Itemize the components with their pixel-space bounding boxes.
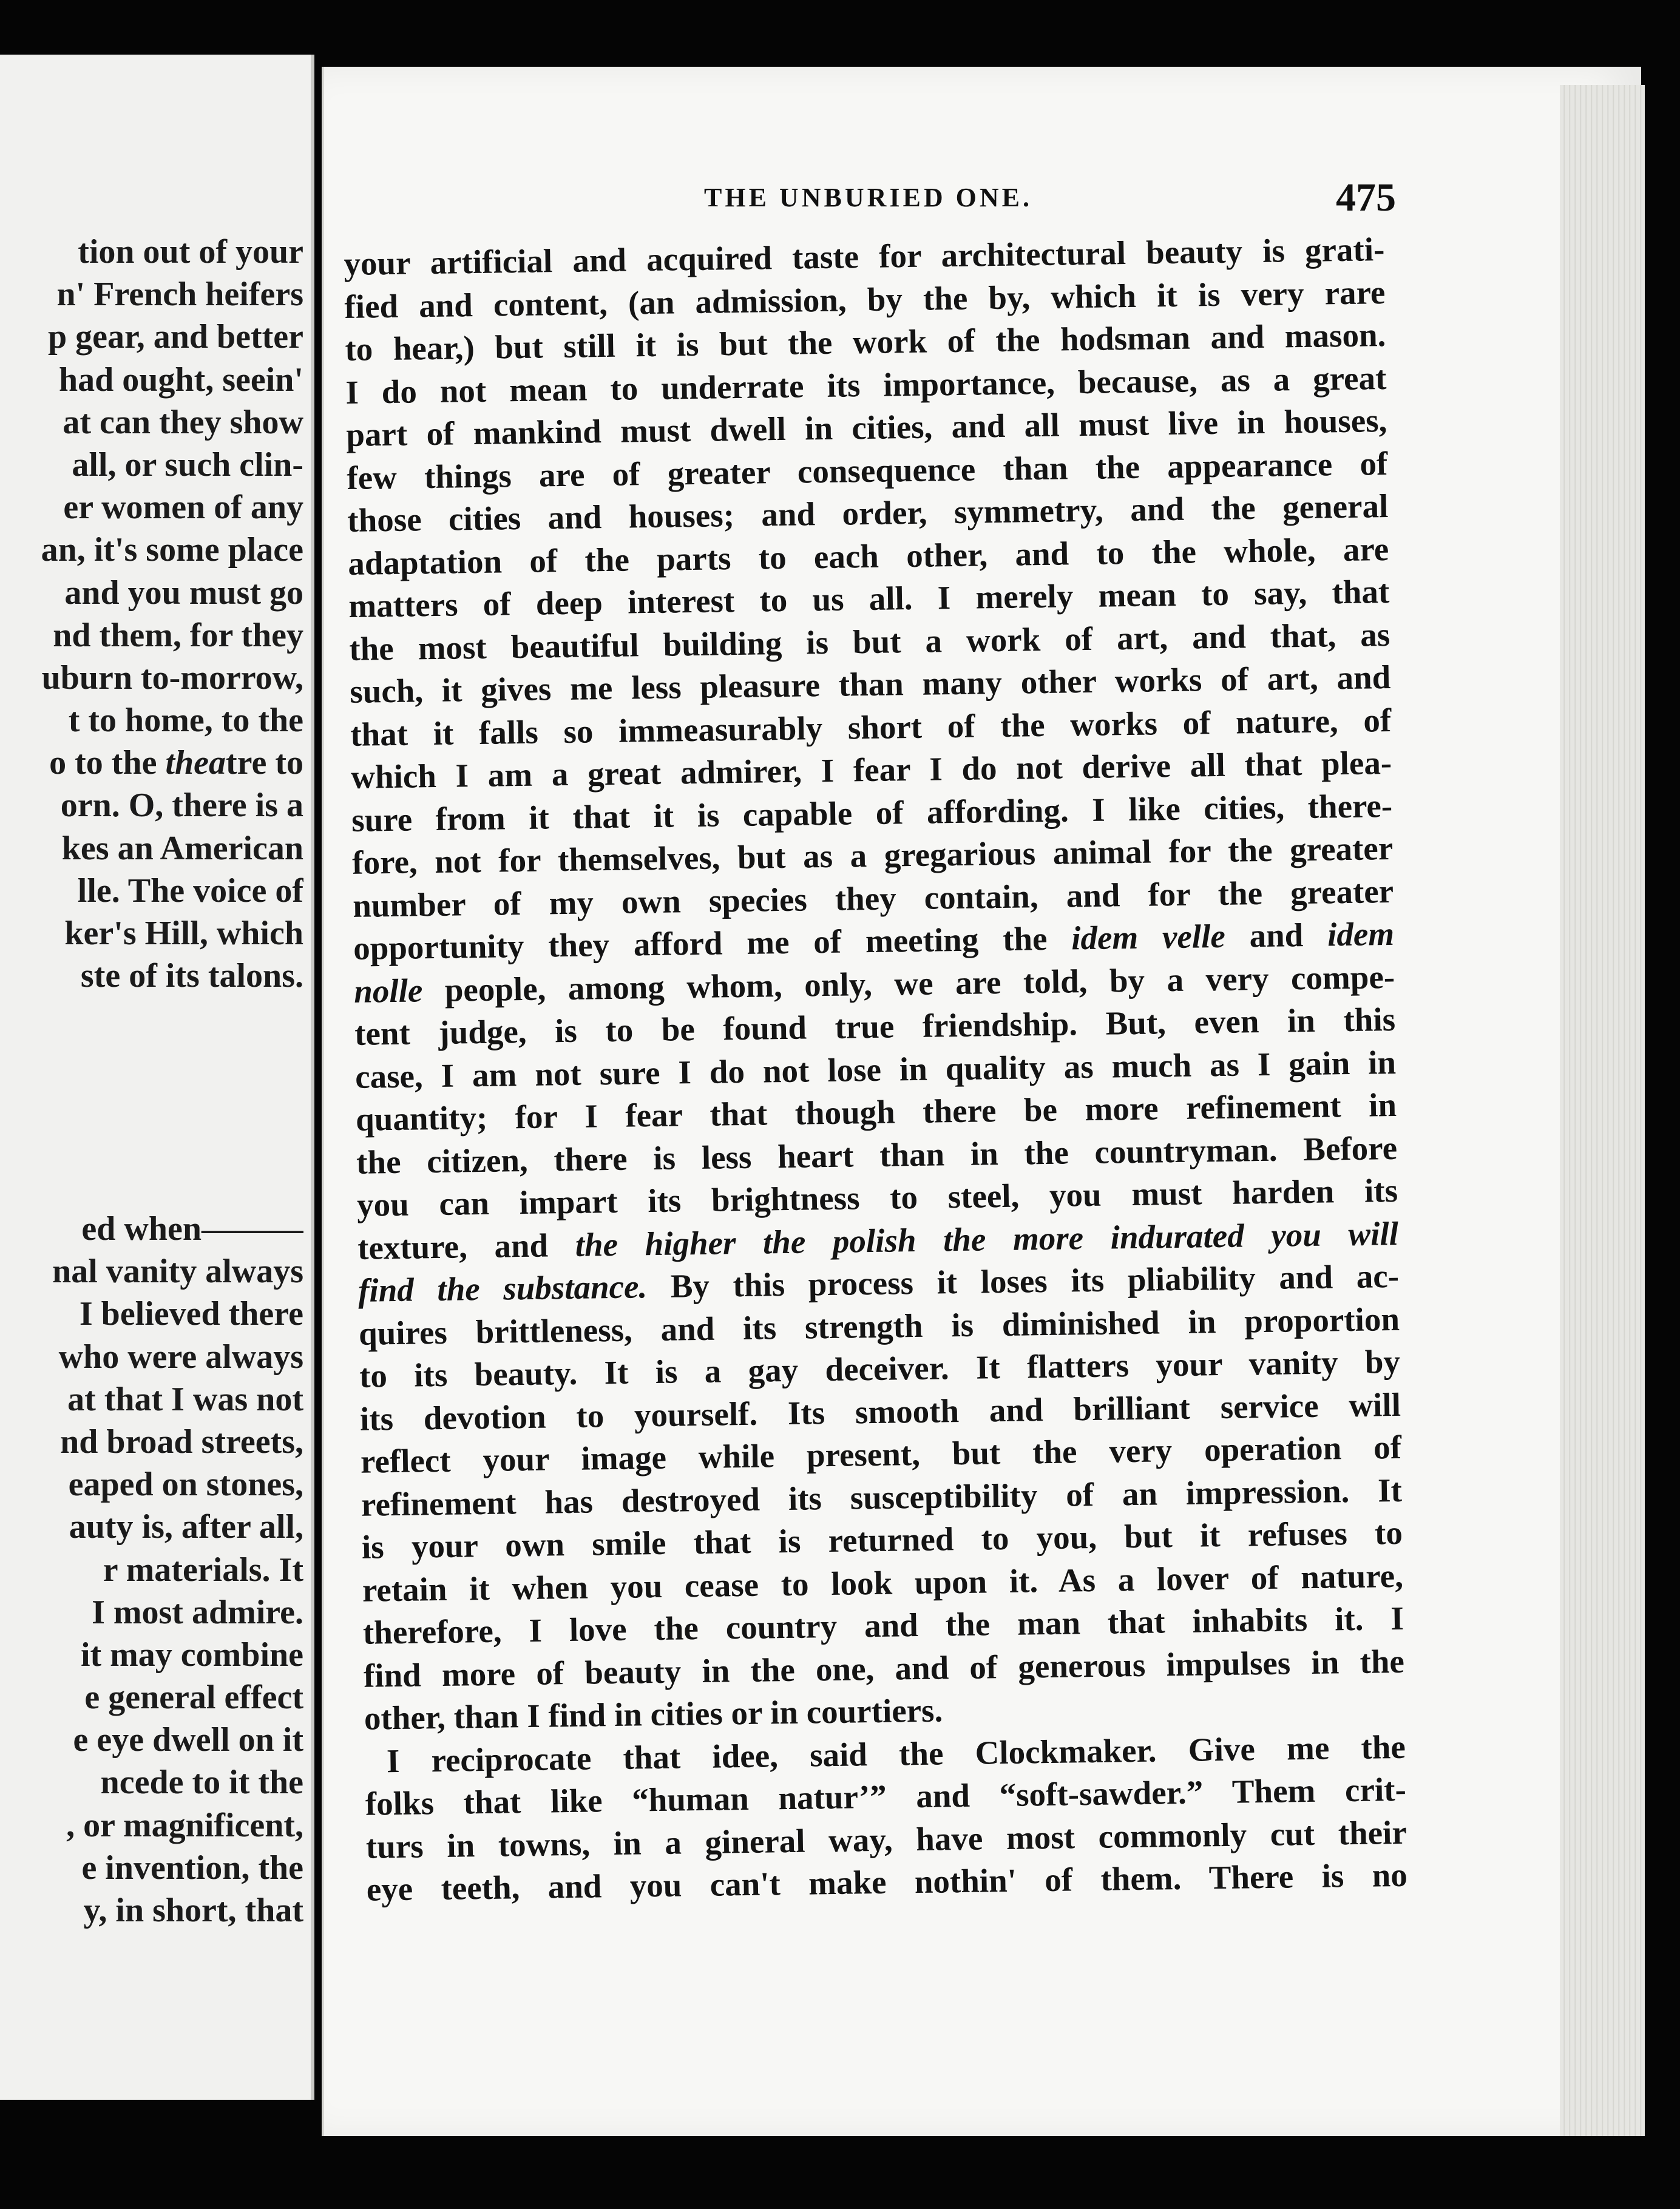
left-page-line: and you must go bbox=[64, 573, 303, 612]
text-line: is your own smile that is returned to you, but it refuses to bbox=[361, 1514, 1403, 1566]
left-page-line: orn. O, there is a bbox=[60, 787, 303, 825]
text-line: your artificial and acquired taste for architectural beauty is grati- bbox=[344, 231, 1385, 282]
running-head: THE UNBURIED ONE. bbox=[704, 183, 1032, 212]
italic-phrase: idem velle bbox=[1071, 917, 1226, 957]
left-page-line: y, in short, that bbox=[83, 1892, 303, 1929]
left-page-line: all, or such clin- bbox=[72, 445, 303, 484]
text-line: fied and content, (an admission, by the by, which it is very rare bbox=[344, 273, 1386, 325]
text-line: folks that like “human natur’” and “soft-sawder.” Them crit- bbox=[365, 1770, 1407, 1822]
text-line: find more of beauty in the one, and of generous impulses in the bbox=[363, 1642, 1405, 1694]
left-page-line: I believed there bbox=[79, 1295, 303, 1333]
left-page-line: at can they show bbox=[63, 403, 303, 441]
text-line: case, I am not sure I do not lose in quality as much as I gain in bbox=[354, 1043, 1397, 1095]
italic-phrase: nolle bbox=[353, 971, 423, 1010]
text-line: part of mankind must dwell in cities, and all must live in houses, bbox=[345, 402, 1387, 453]
text-line: to its beauty. It is a gay deceiver. It flatters your vanity by bbox=[359, 1342, 1401, 1395]
left-page-line: eaped on stones, bbox=[68, 1466, 303, 1504]
left-page-line: n' French heifers bbox=[56, 276, 303, 314]
text-line: I do not mean to underrate its importance, because, as a great bbox=[345, 359, 1387, 411]
left-page-line: r materials. It bbox=[103, 1551, 303, 1589]
text-line: the most beautiful building is but a work of art, and that, as bbox=[348, 615, 1390, 668]
left-page-line: nd broad streets, bbox=[60, 1422, 303, 1461]
left-page-line: tion out of your bbox=[78, 233, 303, 271]
text-line: such, it gives me less pleasure than many other works of art, and bbox=[349, 658, 1391, 710]
text-line: number of my own species they contain, and for the greater bbox=[352, 872, 1394, 924]
text-line: nolle people, among whom, only, we are told, by a very compe- bbox=[353, 958, 1395, 1010]
page-edges bbox=[1560, 85, 1645, 2136]
left-page bbox=[0, 55, 314, 2100]
left-page-line: an, it's some place bbox=[41, 531, 303, 569]
text-line: adaptation of the parts to each other, and to the whole, are bbox=[347, 530, 1389, 582]
left-page-line: e general effect bbox=[84, 1679, 303, 1717]
left-page-line: auty is, after all, bbox=[69, 1508, 303, 1546]
text-line: texture, and the higher the polish the more indurated you will bbox=[357, 1214, 1399, 1267]
italic-phrase: the higher the polish the more indurated you will bbox=[575, 1214, 1399, 1263]
left-page-line: nal vanity always bbox=[52, 1253, 303, 1291]
text-line: matters of deep interest to us all. I merely mean to say, that bbox=[348, 572, 1390, 624]
text-line: that it falls so immeasurably short of the works of nature, of bbox=[350, 701, 1392, 753]
text-line: quires brittleness, and its strength is diminished in proportion bbox=[358, 1300, 1400, 1352]
text-line: eye teeth, and you can't make nothin' of them. There is no bbox=[366, 1856, 1408, 1908]
text-line: turs in towns, in a gineral way, have most commonly cut their bbox=[365, 1813, 1407, 1866]
left-page-line: ste of its talons. bbox=[80, 957, 303, 995]
left-page-line: ed when——— bbox=[81, 1210, 303, 1248]
left-page-line: er women of any bbox=[63, 489, 303, 527]
left-page-text-bottom bbox=[0, 1208, 303, 1932]
paragraph bbox=[364, 1725, 1407, 1911]
text-line: those cities and houses; and order, symmetry, and the general bbox=[347, 487, 1389, 539]
text-line: its devotion to yourself. Its smooth and brilliant service will bbox=[359, 1385, 1401, 1438]
italic-phrase: idem bbox=[1327, 915, 1395, 953]
left-page-line: t to home, to the bbox=[68, 702, 303, 740]
text-line: reflect your image while present, but the very operation of bbox=[360, 1428, 1402, 1480]
text-line: which I am a great admirer, I fear I do not derive all that plea- bbox=[350, 743, 1392, 796]
text-line: few things are of greater consequence than the appearance of bbox=[346, 444, 1388, 496]
text-line: the citizen, there is less heart than in the countryman. Before bbox=[356, 1129, 1398, 1181]
text-line: therefore, I love the country and the man that inhabits it. I bbox=[362, 1599, 1404, 1651]
left-page-line: lle. The voice of bbox=[77, 871, 303, 910]
left-page-line: p gear, and better bbox=[47, 318, 303, 356]
paragraph bbox=[344, 228, 1405, 1740]
left-page-line: , or magnificent, bbox=[66, 1806, 303, 1844]
text-line: find the substance. By this process it loses its pliability and ac- bbox=[357, 1257, 1400, 1309]
text-line: tent judge, is to be found true friendship. But, even in this bbox=[354, 1000, 1396, 1052]
body-text bbox=[344, 228, 1407, 1911]
left-page-line: e eye dwell on it bbox=[73, 1721, 303, 1759]
left-page-line: had ought, seein' bbox=[59, 360, 303, 399]
left-page-line: e invention, the bbox=[81, 1849, 303, 1887]
left-page-line: uburn to-morrow, bbox=[41, 658, 303, 697]
left-page-text-top bbox=[0, 231, 303, 997]
left-page-line: who were always bbox=[58, 1338, 303, 1376]
italic-phrase: thea bbox=[165, 744, 226, 782]
left-page-line: ncede to it the bbox=[100, 1764, 303, 1802]
left-page-line: I most admire. bbox=[92, 1593, 303, 1631]
text-line: opportunity they afford me of meeting the idem velle and idem bbox=[353, 915, 1395, 967]
left-page-line: o to the theatre to bbox=[49, 744, 303, 782]
text-line: refinement has destroyed its susceptibility of an impression. It bbox=[361, 1471, 1403, 1523]
text-line: quantity; for I fear that though there be more refinement in bbox=[355, 1086, 1397, 1138]
left-page-line: kes an American bbox=[61, 829, 303, 867]
text-line: to hear,) but still it is but the work of the hodsman and mason. bbox=[345, 316, 1386, 368]
left-page-line: ker's Hill, which bbox=[64, 915, 303, 952]
left-page-line: at that I was not bbox=[67, 1380, 303, 1418]
italic-phrase: find the substance. bbox=[357, 1268, 648, 1309]
text-line: I reciprocate that idee, said the Clockmaker. Give me the bbox=[386, 1728, 1406, 1779]
text-line: fore, not for themselves, but as a gregarious animal for the greater bbox=[351, 829, 1394, 881]
text-line: sure from it that it is capable of affording. I like cities, there- bbox=[351, 787, 1393, 839]
page-number: 475 bbox=[1336, 175, 1396, 220]
text-line: other, than I find in cities or in courtiers. bbox=[364, 1691, 943, 1737]
left-page-line: nd them, for they bbox=[53, 616, 303, 654]
left-page-line: it may combine bbox=[80, 1636, 303, 1674]
text-line: you can impart its brightness to steel, you must harden its bbox=[356, 1171, 1398, 1223]
text-line: retain it when you cease to look upon it. As a lover of nature, bbox=[362, 1557, 1404, 1609]
